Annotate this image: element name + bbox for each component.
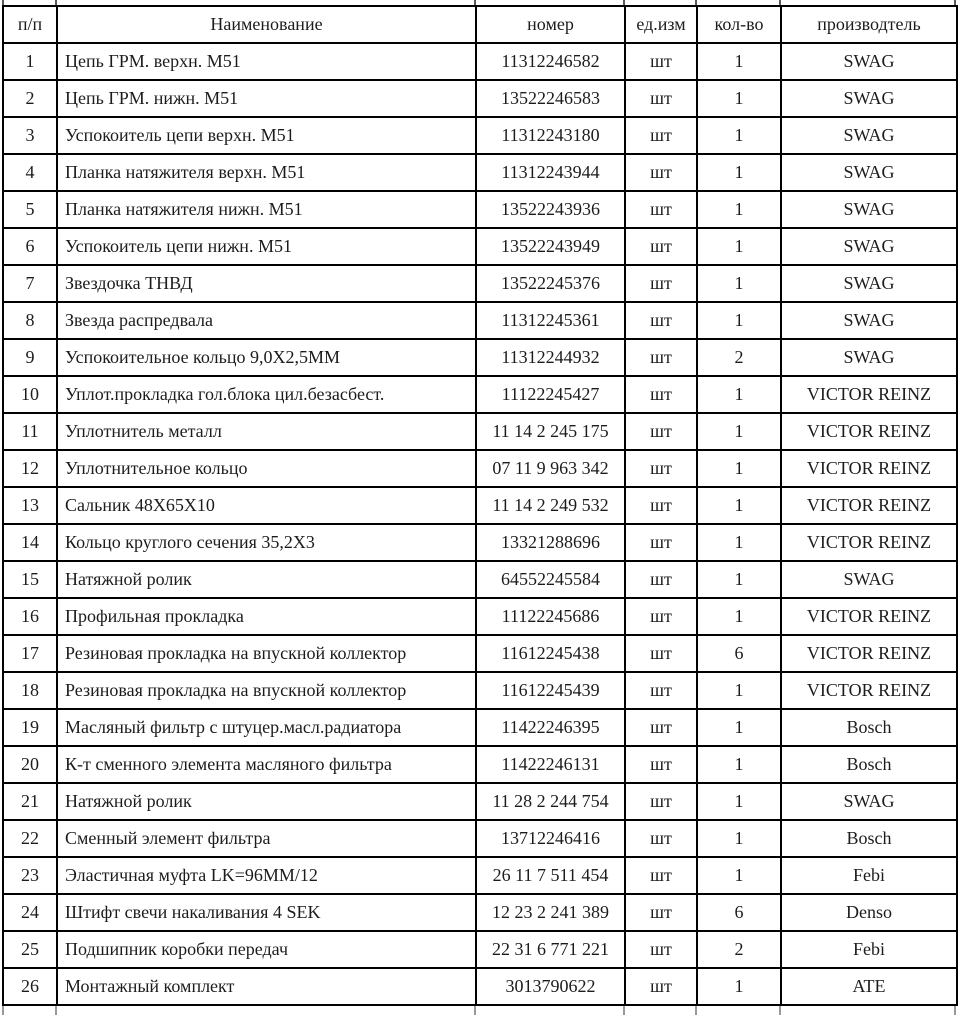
table-row (3, 820, 957, 857)
cell-qty: 1 (697, 487, 781, 524)
cell-name: Сменный элемент фильтра (57, 820, 476, 857)
cell-num: 18 (3, 672, 57, 709)
cell-name: Звезда распредвала (57, 302, 476, 339)
table-row (3, 709, 957, 746)
cell-unit: шт (625, 857, 697, 894)
cell-manufacturer: VICTOR REINZ (781, 413, 957, 450)
grid-line (2, 1006, 4, 1015)
cell-manufacturer: VICTOR REINZ (781, 487, 957, 524)
cell-unit: шт (625, 450, 697, 487)
cell-number: 13522243936 (476, 191, 625, 228)
cell-unit: шт (625, 931, 697, 968)
grid-line (779, 1006, 781, 1015)
table-row (3, 931, 957, 968)
cell-qty: 1 (697, 228, 781, 265)
cell-unit: шт (625, 968, 697, 1005)
cell-manufacturer: SWAG (781, 783, 957, 820)
table-row (3, 894, 957, 931)
cell-number: 11312245361 (476, 302, 625, 339)
cell-unit: шт (625, 43, 697, 80)
cell-num: 16 (3, 598, 57, 635)
cell-manufacturer: Bosch (781, 709, 957, 746)
cell-unit: шт (625, 191, 697, 228)
cell-num: 3 (3, 117, 57, 154)
cell-number: 11312243944 (476, 154, 625, 191)
table-row (3, 265, 957, 302)
header-cell-name: Наименование (57, 6, 476, 43)
cell-number: 64552245584 (476, 561, 625, 598)
cell-num: 8 (3, 302, 57, 339)
cell-qty: 1 (697, 43, 781, 80)
cell-qty: 1 (697, 265, 781, 302)
cell-number: 13522245376 (476, 265, 625, 302)
cell-qty: 1 (697, 413, 781, 450)
table-row (3, 450, 957, 487)
cell-num: 9 (3, 339, 57, 376)
cell-qty: 1 (697, 857, 781, 894)
grid-line (623, 0, 625, 5)
header-cell-qty: кол-во (697, 6, 781, 43)
cell-number: 13522243949 (476, 228, 625, 265)
cell-qty: 1 (697, 783, 781, 820)
cell-unit: шт (625, 80, 697, 117)
cell-num: 23 (3, 857, 57, 894)
cell-unit: шт (625, 376, 697, 413)
cell-num: 11 (3, 413, 57, 450)
cell-name: Успокоитель цепи нижн. М51 (57, 228, 476, 265)
cell-manufacturer: VICTOR REINZ (781, 524, 957, 561)
header-cell-num: п/п (3, 6, 57, 43)
cell-number: 26 11 7 511 454 (476, 857, 625, 894)
cell-manufacturer: SWAG (781, 43, 957, 80)
cell-manufacturer: VICTOR REINZ (781, 635, 957, 672)
table-row (3, 598, 957, 635)
cell-number: 11312246582 (476, 43, 625, 80)
cell-qty: 1 (697, 672, 781, 709)
cell-number: 11422246395 (476, 709, 625, 746)
cell-name: Резиновая прокладка на впускной коллектор (57, 635, 476, 672)
cell-num: 12 (3, 450, 57, 487)
cell-name: Уплотнитель металл (57, 413, 476, 450)
table-row (3, 783, 957, 820)
cell-num: 25 (3, 931, 57, 968)
table-bottom-partial-row (0, 1006, 958, 1015)
cell-unit: шт (625, 635, 697, 672)
cell-number: 11122245686 (476, 598, 625, 635)
cell-qty: 1 (697, 191, 781, 228)
cell-name: Подшипник коробки передач (57, 931, 476, 968)
cell-manufacturer: SWAG (781, 191, 957, 228)
cell-name: Профильная прокладка (57, 598, 476, 635)
cell-unit: шт (625, 746, 697, 783)
table-row (3, 524, 957, 561)
cell-number: 11312243180 (476, 117, 625, 154)
cell-unit: шт (625, 339, 697, 376)
header-cell-manufacturer: производтель (781, 6, 957, 43)
table-row (3, 487, 957, 524)
cell-name: Успокоительное кольцо 9,0Х2,5ММ (57, 339, 476, 376)
cell-unit: шт (625, 709, 697, 746)
cell-unit: шт (625, 228, 697, 265)
table-body (3, 43, 957, 1005)
cell-number: 11612245438 (476, 635, 625, 672)
cell-qty: 1 (697, 80, 781, 117)
table-row (3, 80, 957, 117)
table-row (3, 191, 957, 228)
cell-name: Монтажный комплект (57, 968, 476, 1005)
cell-qty: 1 (697, 524, 781, 561)
cell-manufacturer: ATE (781, 968, 957, 1005)
cell-qty: 1 (697, 968, 781, 1005)
grid-line (695, 0, 697, 5)
cell-unit: шт (625, 783, 697, 820)
table-row (3, 376, 957, 413)
cell-number: 3013790622 (476, 968, 625, 1005)
cell-num: 7 (3, 265, 57, 302)
table-row (3, 154, 957, 191)
table-row (3, 561, 957, 598)
cell-manufacturer: SWAG (781, 265, 957, 302)
cell-manufacturer: Febi (781, 857, 957, 894)
cell-qty: 2 (697, 339, 781, 376)
cell-unit: шт (625, 413, 697, 450)
grid-line (954, 0, 956, 5)
cell-name: Цепь ГРМ. верхн. М51 (57, 43, 476, 80)
cell-manufacturer: VICTOR REINZ (781, 450, 957, 487)
cell-num: 1 (3, 43, 57, 80)
cell-unit: шт (625, 524, 697, 561)
cell-num: 21 (3, 783, 57, 820)
header-cell-unit: ед.изм (625, 6, 697, 43)
cell-manufacturer: Denso (781, 894, 957, 931)
cell-manufacturer: VICTOR REINZ (781, 672, 957, 709)
cell-num: 20 (3, 746, 57, 783)
cell-unit: шт (625, 598, 697, 635)
table-row (3, 857, 957, 894)
cell-number: 11 14 2 249 532 (476, 487, 625, 524)
cell-manufacturer: SWAG (781, 154, 957, 191)
cell-manufacturer: VICTOR REINZ (781, 376, 957, 413)
cell-unit: шт (625, 487, 697, 524)
cell-qty: 1 (697, 746, 781, 783)
cell-number: 11 28 2 244 754 (476, 783, 625, 820)
cell-name: Уплотнительное кольцо (57, 450, 476, 487)
cell-number: 12 23 2 241 389 (476, 894, 625, 931)
grid-line (55, 1006, 57, 1015)
cell-num: 10 (3, 376, 57, 413)
cell-qty: 1 (697, 561, 781, 598)
cell-manufacturer: SWAG (781, 339, 957, 376)
grid-line (623, 1006, 625, 1015)
cell-num: 13 (3, 487, 57, 524)
grid-line (474, 0, 476, 5)
cell-name: Масляный фильтр с штуцер.масл.радиатора (57, 709, 476, 746)
cell-unit: шт (625, 561, 697, 598)
cell-unit: шт (625, 672, 697, 709)
cell-name: Кольцо круглого сечения 35,2Х3 (57, 524, 476, 561)
cell-name: К-т сменного элемента масляного фильтра (57, 746, 476, 783)
cell-num: 14 (3, 524, 57, 561)
cell-num: 2 (3, 80, 57, 117)
cell-num: 5 (3, 191, 57, 228)
cell-manufacturer: SWAG (781, 302, 957, 339)
cell-unit: шт (625, 154, 697, 191)
table-row (3, 302, 957, 339)
cell-number: 11122245427 (476, 376, 625, 413)
table-row (3, 228, 957, 265)
cell-num: 24 (3, 894, 57, 931)
cell-num: 6 (3, 228, 57, 265)
cell-unit: шт (625, 894, 697, 931)
cell-name: Планка натяжителя верхн. М51 (57, 154, 476, 191)
cell-num: 17 (3, 635, 57, 672)
grid-line (55, 0, 57, 5)
cell-manufacturer: Bosch (781, 820, 957, 857)
table-row (3, 635, 957, 672)
cell-num: 22 (3, 820, 57, 857)
cell-manufacturer: VICTOR REINZ (781, 598, 957, 635)
cell-qty: 6 (697, 635, 781, 672)
cell-qty: 1 (697, 820, 781, 857)
cell-name: Цепь ГРМ. нижн. М51 (57, 80, 476, 117)
cell-num: 15 (3, 561, 57, 598)
cell-number: 11612245439 (476, 672, 625, 709)
cell-manufacturer: SWAG (781, 117, 957, 154)
cell-unit: шт (625, 820, 697, 857)
cell-manufacturer: SWAG (781, 228, 957, 265)
cell-qty: 1 (697, 302, 781, 339)
parts-table (2, 5, 958, 1006)
table-row (3, 413, 957, 450)
cell-qty: 1 (697, 376, 781, 413)
grid-line (954, 1006, 956, 1015)
cell-manufacturer: SWAG (781, 561, 957, 598)
cell-qty: 1 (697, 154, 781, 191)
header-cell-number: номер (476, 6, 625, 43)
table-top-partial-row (0, 0, 958, 5)
grid-line (779, 0, 781, 5)
cell-unit: шт (625, 265, 697, 302)
table-header (3, 6, 957, 43)
table-row (3, 339, 957, 376)
header-row (3, 6, 957, 43)
table-row (3, 968, 957, 1005)
grid-line (2, 0, 4, 5)
cell-unit: шт (625, 302, 697, 339)
cell-manufacturer: Bosch (781, 746, 957, 783)
cell-qty: 2 (697, 931, 781, 968)
cell-num: 19 (3, 709, 57, 746)
cell-name: Эластичная муфта LK=96ММ/12 (57, 857, 476, 894)
cell-name: Натяжной ролик (57, 783, 476, 820)
cell-number: 11 14 2 245 175 (476, 413, 625, 450)
cell-num: 26 (3, 968, 57, 1005)
table-row (3, 746, 957, 783)
cell-name: Планка натяжителя нижн. М51 (57, 191, 476, 228)
cell-qty: 1 (697, 117, 781, 154)
grid-line (474, 1006, 476, 1015)
cell-name: Натяжной ролик (57, 561, 476, 598)
cell-name: Сальник 48Х65Х10 (57, 487, 476, 524)
cell-name: Звездочка ТНВД (57, 265, 476, 302)
cell-name: Резиновая прокладка на впускной коллектор (57, 672, 476, 709)
cell-manufacturer: SWAG (781, 80, 957, 117)
table-row (3, 43, 957, 80)
cell-number: 13712246416 (476, 820, 625, 857)
cell-manufacturer: Febi (781, 931, 957, 968)
cell-qty: 1 (697, 450, 781, 487)
cell-number: 13522246583 (476, 80, 625, 117)
cell-qty: 1 (697, 598, 781, 635)
table-row (3, 117, 957, 154)
cell-qty: 1 (697, 709, 781, 746)
cell-name: Штифт свечи накаливания 4 SEK (57, 894, 476, 931)
cell-number: 22 31 6 771 221 (476, 931, 625, 968)
cell-number: 11422246131 (476, 746, 625, 783)
table-row (3, 672, 957, 709)
cell-number: 11312244932 (476, 339, 625, 376)
grid-line (695, 1006, 697, 1015)
cell-name: Уплот.прокладка гол.блока цил.безасбест. (57, 376, 476, 413)
cell-number: 13321288696 (476, 524, 625, 561)
cell-num: 4 (3, 154, 57, 191)
cell-qty: 6 (697, 894, 781, 931)
cell-number: 07 11 9 963 342 (476, 450, 625, 487)
cell-unit: шт (625, 117, 697, 154)
cell-name: Успокоитель цепи верхн. М51 (57, 117, 476, 154)
